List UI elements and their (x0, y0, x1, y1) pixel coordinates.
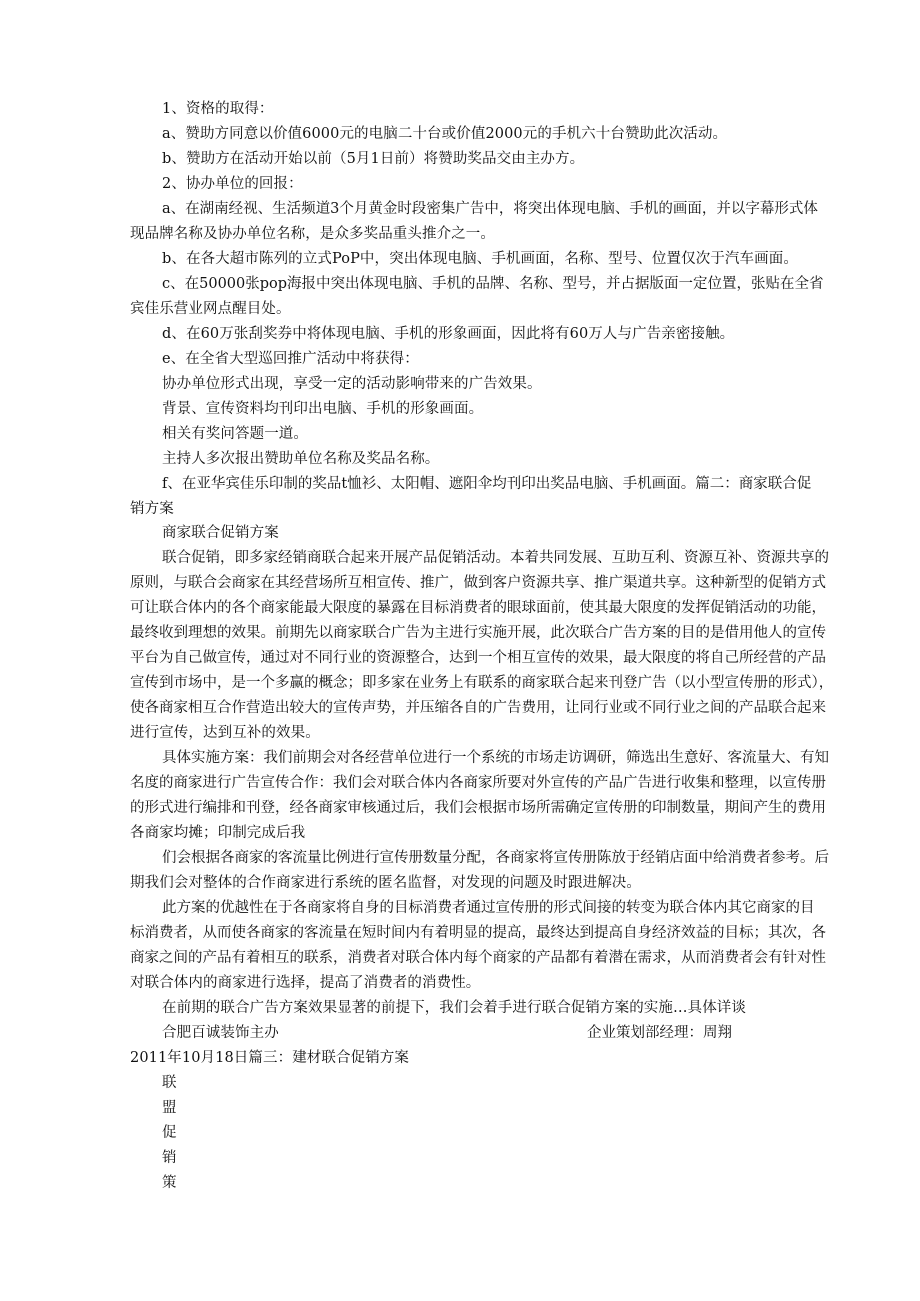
s2-p1-line: 最终收到理想的效果。前期先以商家联合广告为主进行实施开展，此次联合广告方案的目的是借用他人的宣传 (130, 625, 826, 641)
s2-p4-line: 对联合体内的商家进行选择，提高了消费者的消费性。 (130, 975, 481, 991)
s2-p1-line: 原则，与联合会商家在其经营场所互相宣传、推广，做到客户资源共享、推广渠道共享。这种新型的促销方式 (130, 575, 826, 591)
s1-line-b-sponsor: b、赞助方在活动开始以前（5月1日前）将赞助奖品交由主办方。 (162, 151, 585, 167)
s1-line-e-tour: e、在全省大型巡回推广活动中将获得： (162, 351, 419, 367)
s2-p1-line: 平台为自己做宣传，通过对不同行业的资源整合，达到一个相互宣传的效果，最大限度的将自己所经营的产品 (130, 650, 826, 666)
s2-p4-line: 标消费者，从而使各商家的客流量在短时间内有着明显的提高，最终达到提高自身经济效益的目标；其次，各 (130, 925, 826, 941)
organizer-label: 合肥百诚装饰主办 (162, 1025, 279, 1041)
s1-line-c-poster: c、在50000张pop海报中突出体现电脑、手机的品牌、名称、型号，并占据版面一定位置，张贴在全省 (162, 276, 824, 292)
s2-p3-line: 们会根据各商家的客流量比例进行宣传册数量分配，各商家将宣传册陈放于经销店面中给消费者参考。后 (162, 850, 829, 866)
s1-line-a-sponsor: a、赞助方同意以价值6000元的电脑二十台或价值2000元的手机六十台赞助此次活动。 (162, 126, 728, 142)
s2-p1-line: 可让联合体内的各个商家能最大限度的暴露在目标消费者的眼球面前，使其最大限度的发挥促销活动的功能， (130, 600, 826, 616)
s2-p4-line: 商家之间的产品有着相互的联系，消费者对联合体内每个商家的产品都有着潜在需求，从而消费者会有针对性 (130, 950, 826, 966)
s2-p2-line: 具体实施方案：我们前期会对各经营单位进行一个系统的市场走访调研，筛选出生意好、客流量大、有知 (162, 750, 829, 766)
s2-p1-line: 使各商家相互合作营造出较大的宣传声势，并压缩各自的广告费用，让同行业或不同行业之间的产品联合起来 (130, 700, 826, 716)
s1-heading-return: 2、协办单位的回报： (162, 176, 303, 192)
s2-p2-line: 的形式进行编排和刊登，经各商家审核通过后，我们会根据市场所需确定宣传册的印制数量，期间产生的费用 (130, 800, 826, 816)
date-line: 2011年10月18日篇三：建材联合促销方案 (130, 1050, 410, 1066)
s2-p1-line: 宣传到市场中，是一个多赢的概念；即多家在业务上有联系的商家联合起来刊登广告（以小型宣传册的形式）， (130, 675, 834, 691)
vertical-title-char: 联 (162, 1075, 177, 1091)
s1-line-c-poster-cont: 宾佳乐营业网点醒目处。 (130, 301, 291, 317)
s2-p5: 在前期的联合广告方案效果显著的前提下，我们会着手进行联合促销方案的实施…具体详谈 (162, 1000, 746, 1016)
s2-p1-line: 联合促销，即多家经销商联合起来开展产品促销活动。本着共同发展、互助互利、资源互补、资源共享的 (162, 550, 829, 566)
manager-signature: 企业策划部经理：周翔 (587, 1025, 732, 1041)
s2-title: 商家联合促销方案 (162, 525, 279, 541)
s2-p3-line: 期我们会对整体的合作商家进行系统的匿名监督，对发现的问题及时跟进解决。 (130, 875, 641, 891)
s2-p1-line: 进行宣传，达到互补的效果。 (130, 725, 320, 741)
s1-line-a-tv: a、在湖南经视、生活频道3个月黄金时段密集广告中，将突出体现电脑、手机的画面，并以字幕形式体 (162, 201, 818, 217)
s1-line-f-print: f、在亚华宾佳乐印制的奖品t恤衫、太阳帽、遮阳伞均刊印出奖品电脑、手机画面。篇二：商家联合促 (162, 476, 812, 492)
s2-p2-line: 名度的商家进行广告宣传合作：我们会对联合体内各商家所要对外宣传的产品广告进行收集和整理，以宣传册 (130, 775, 826, 791)
s2-p2-line: 各商家均摊；印制完成后我 (130, 825, 306, 841)
vertical-title-char: 销 (162, 1150, 177, 1166)
s1-line-a-tv-cont: 现品牌名称及协办单位名称，是众多奖品重头推介之一。 (130, 226, 495, 242)
s1-heading-qualification: 1、资格的取得： (162, 101, 274, 117)
s2-p4-line: 此方案的优越性在于各商家将自身的目标消费者通过宣传册的形式间接的转变为联合体内其它商家的目 (162, 900, 815, 916)
s1-line-e-2: 背景、宣传资料均刊印出电脑、手机的形象画面。 (162, 401, 484, 417)
s1-line-e-3: 相关有奖问答题一道。 (162, 426, 308, 442)
vertical-title-char: 促 (162, 1125, 177, 1141)
s1-line-f-cont: 销方案 (130, 501, 174, 517)
s1-line-b-pop: b、在各大超市陈列的立式PoP中，突出体现电脑、手机画面，名称、型号、位置仅次于汽车画面。 (162, 251, 798, 267)
vertical-title-char: 策 (162, 1175, 177, 1191)
vertical-title-char: 盟 (162, 1100, 177, 1116)
s1-line-e-1: 协办单位形式出现，享受一定的活动影响带来的广告效果。 (162, 376, 542, 392)
s1-line-e-4: 主持人多次报出赞助单位名称及奖品名称。 (162, 451, 440, 467)
s1-line-d-tickets: d、在60万张刮奖券中将体现电脑、手机的形象画面，因此将有60万人与广告亲密接触。 (162, 326, 735, 342)
